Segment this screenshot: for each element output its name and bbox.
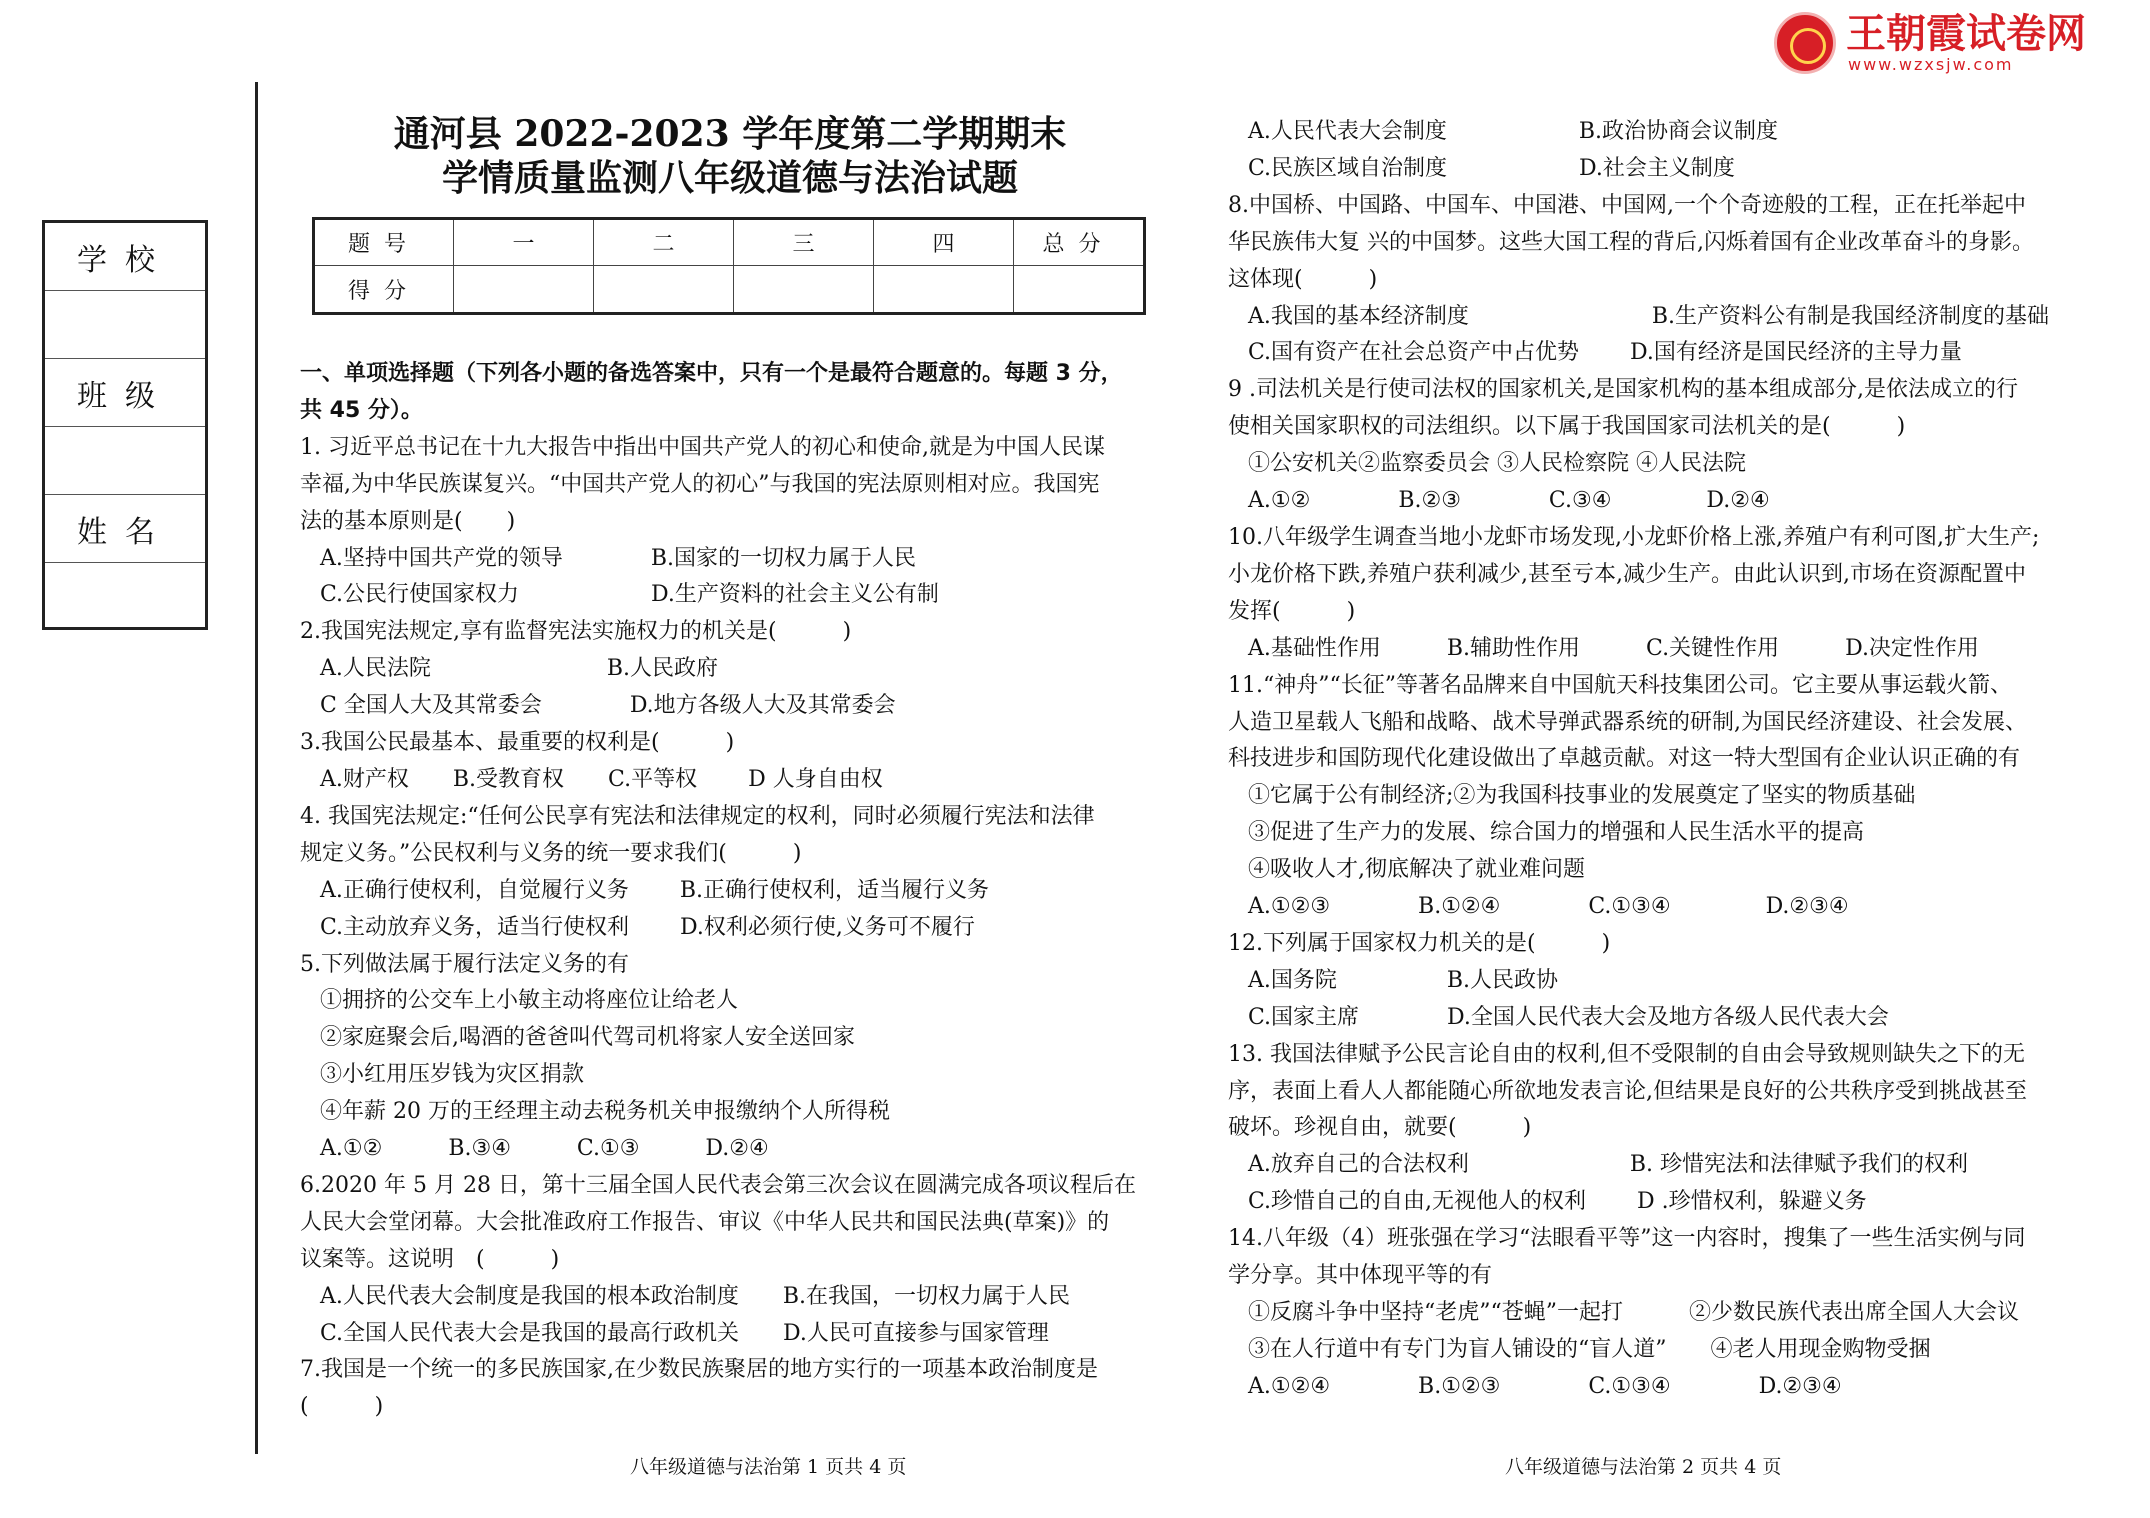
question-text: 这体现( ) (1228, 266, 1378, 292)
class-label: 班级 (45, 359, 205, 427)
answer-options: A.坚持中国共产党的领导 B.国家的一切权力属于人民 (320, 545, 917, 571)
question-text: 科技进步和国防现代化建设做出了卓越贡献。对这一特大型国有企业认识正确的有 (1228, 746, 2021, 772)
question-text: 7.我国是一个统一的多民族国家,在少数民族聚居的地方实行的一项基本政治制度是 (300, 1357, 1098, 1383)
right-column (1228, 114, 2128, 1406)
answer-options: A.①②③ B.①②④ C.①③④ D.②③④ (1248, 894, 1849, 920)
score-cell-4[interactable] (874, 266, 1014, 314)
class-field[interactable] (45, 427, 205, 495)
score-col-2: 二 (594, 219, 734, 266)
name-label: 姓名 (45, 495, 205, 563)
answer-options: C.国有资产在社会总资产中占优势 D.国有经济是国民经济的主导力量 (1248, 340, 1962, 366)
question-text: 人民大会堂闭幕。大会批准政府工作报告、审议《中华人民共和国民法典(草案)》的 (300, 1209, 1110, 1235)
score-cell-3[interactable] (734, 266, 874, 314)
site-logo (1774, 12, 2090, 76)
score-row-label: 得分 (314, 266, 454, 314)
statement-item: ①拥挤的公交车上小敏主动将座位让给老人 (320, 988, 739, 1014)
answer-options: A.基础性作用 B.辅助性作用 C.关键性作用 D.决定性作用 (1248, 635, 1979, 661)
binding-line (255, 82, 258, 1454)
school-label: 学校 (45, 223, 205, 291)
question-text: 14.八年级（4）班张强在学习“法眼看平等”这一内容时，搜集了一些生活实例与同 (1228, 1226, 2026, 1252)
answer-options: A.我国的基本经济制度 B.生产资料公有制是我国经济制度的基础 (1248, 303, 2050, 329)
name-field[interactable] (45, 563, 205, 631)
school-field[interactable] (45, 291, 205, 359)
student-info-box (42, 220, 208, 630)
page-footer-left: 八年级道德与法治第 1 页共 4 页 (630, 1456, 907, 1478)
question-text: 13. 我国法律赋予公民言论自由的权利,但不受限制的自由会导致规则缺失之下的无 (1228, 1041, 2025, 1067)
score-table (312, 217, 1146, 315)
answer-options: A.人民代表大会制度 B.政治协商会议制度 (1248, 119, 1779, 144)
score-header-label: 题号 (314, 219, 454, 266)
answer-options: C.公民行使国家权力 D.生产资料的社会主义公有制 (320, 582, 939, 608)
question-text: 序，表面上看人人都能随心所欲地发表言论,但结果是良好的公共秩序受到挑战甚至 (1228, 1078, 2027, 1104)
question-text: 10.八年级学生调查当地小龙虾市场发现,小龙虾价格上涨,养殖户有利可图,扩大生产; (1228, 524, 2040, 550)
question-text: 12.下列属于国家权力机关的是( ) (1228, 930, 1611, 956)
section-heading: 一、单项选择题（下列各小题的备选答案中，只有一个是最符合题意的。每题 3 分， (300, 361, 1123, 386)
score-cell-total[interactable] (1014, 266, 1145, 314)
answer-options: C 全国人大及其常委会 D.地方各级人大及其常委会 (320, 693, 896, 719)
answer-options: A.①② B.②③ C.③④ D.②④ (1248, 488, 1770, 514)
question-text: 8.中国桥、中国路、中国车、中国港、中国网,一个个奇迹般的工程，正在托举起中 (1228, 192, 2026, 218)
question-text: 11.“神舟”“长征”等著名品牌来自中国航天科技集团公司。它主要从事运载火箭、 (1228, 672, 2012, 698)
logo-seal-icon (1774, 12, 1836, 74)
statement-item: ③小红用压岁钱为灾区捐款 (320, 1062, 585, 1088)
answer-options: A.人民代表大会制度是我国的根本政治制度 B.在我国，一切权力属于人民 (320, 1283, 1071, 1309)
answer-options: C.珍惜自己的自由,无视他人的权利 D .珍惜权利，躲避义务 (1248, 1189, 1867, 1215)
answer-options: C.民族区域自治制度 D.社会主义制度 (1248, 155, 1735, 181)
answer-options: A.①②④ B.①②③ C.①③④ D.②③④ (1248, 1373, 1842, 1399)
left-column (300, 356, 1170, 1426)
question-text: 幸福,为中华民族谋复兴。“中国共产党人的初心”与我国的宪法原则相对应。我国宪 (300, 471, 1100, 497)
question-text: ( ) (300, 1394, 384, 1420)
score-cell-2[interactable] (594, 266, 734, 314)
question-text: 9 .司法机关是行使司法权的国家机关,是国家机构的基本组成部分,是依法成立的行 (1228, 377, 2018, 403)
question-text: 3.我国公民最基本、最重要的权利是( ) (300, 730, 735, 756)
statement-item: ①反腐斗争中坚持“老虎”“苍蝇”一起打 ②少数民族代表出席全国人大会议 (1248, 1300, 2019, 1325)
page-footer-right: 八年级道德与法治第 2 页共 4 页 (1505, 1456, 1782, 1478)
statement-item: ③在人行道中有专门为盲人铺设的“盲人道” ④老人用现金购物受捆 (1248, 1336, 1931, 1362)
statement-item: ④年薪 20 万的王经理主动去税务机关申报缴纳个人所得税 (320, 1099, 890, 1125)
statement-item: ③促进了生产力的发展、综合国力的增强和人民生活水平的提高 (1248, 820, 1865, 846)
question-text: 小龙价格下跌,养殖户获利减少,甚至亏本,减少生产。由此认识到,市场在资源配置中 (1228, 561, 2026, 587)
answer-options: A.正确行使权利，自觉履行义务 B.正确行使权利，适当履行义务 (320, 877, 990, 903)
question-text: 6.2020 年 5 月 28 日，第十三届全国人民代表会第三次会议在圆满完成各项议程后在 (300, 1172, 1136, 1198)
score-col-4: 四 (874, 219, 1014, 266)
question-text: 议案等。这说明 ( ) (300, 1246, 560, 1272)
question-text: 使相关国家职权的司法组织。以下属于我国国家司法机关的是( ) (1228, 414, 1906, 440)
question-text: 华民族伟大复 兴的中国梦。这些大国工程的背后,闪烁着国有企业改革奋斗的身影。 (1228, 229, 2034, 255)
logo-name: 王朝霞试卷网 (1846, 11, 2086, 57)
score-col-1: 一 (454, 219, 594, 266)
score-cell-1[interactable] (454, 266, 594, 314)
answer-options: C.主动放弃义务，适当行使权利 D.权利必须行使,义务可不履行 (320, 914, 975, 940)
question-text: 2.我国宪法规定,享有监督宪法实施权力的机关是( ) (300, 619, 852, 645)
score-total-label: 总分 (1014, 219, 1145, 266)
answer-options: A.①② B.③④ C.①③ D.②④ (320, 1136, 769, 1162)
exam-title-line1: 通河县 2022-2023 学年度第二学期期末 (393, 113, 1067, 155)
statement-item: ②家庭聚会后,喝酒的爸爸叫代驾司机将家人安全送回家 (320, 1025, 855, 1051)
answer-options: A.国务院 B.人民政协 (1248, 967, 1559, 993)
answer-options: A.财产权 B.受教育权 C.平等权 D 人身自由权 (320, 766, 883, 792)
question-text: 5.下列做法属于履行法定义务的有 (300, 951, 629, 977)
question-text: 法的基本原则是( ) (300, 508, 516, 534)
answer-options: C.国家主席 D.全国人民代表大会及地方各级人民代表大会 (1248, 1004, 1889, 1030)
statement-item: ④吸收人才,彻底解决了就业难问题 (1248, 857, 1585, 883)
question-text: 规定义务。”公民权利与义务的统一要求我们( ) (300, 840, 802, 866)
answer-options: A.放弃自己的合法权利 B. 珍惜宪法和法律赋予我们的权利 (1248, 1152, 1969, 1178)
logo-url: www.wzxsjw.com (1848, 55, 2014, 74)
question-text: 学分享。其中体现平等的有 (1228, 1263, 1493, 1289)
exam-title-line2: 学情质量监测八年级道德与法治试题 (441, 157, 1018, 199)
statement-item: ①公安机关②监察委员会 ③人民检察院 ④人民法院 (1248, 451, 1746, 477)
question-text: 人造卫星载人飞船和战略、战术导弹武器系统的研制,为国民经济建设、社会发展、 (1228, 709, 2027, 735)
section-heading-cont: 共 45 分）。 (300, 397, 423, 423)
question-text: 发挥( ) (1228, 598, 1356, 624)
answer-options: C.全国人民代表大会是我国的最高行政机关 D.人民可直接参与国家管理 (320, 1320, 1049, 1346)
answer-options: A.人民法院 B.人民政府 (320, 656, 719, 682)
question-text: 1. 习近平总书记在十九大报告中指出中国共产党人的初心和使命,就是为中国人民谋 (300, 434, 1105, 460)
statement-item: ①它属于公有制经济;②为我国科技事业的发展奠定了坚实的物质基础 (1248, 783, 1916, 809)
question-text: 4. 我国宪法规定:“任何公民享有宪法和法律规定的权利，同时必须履行宪法和法律 (300, 803, 1095, 829)
score-col-3: 三 (734, 219, 874, 266)
question-text: 破坏。珍视自由，就要( ) (1228, 1115, 1532, 1141)
